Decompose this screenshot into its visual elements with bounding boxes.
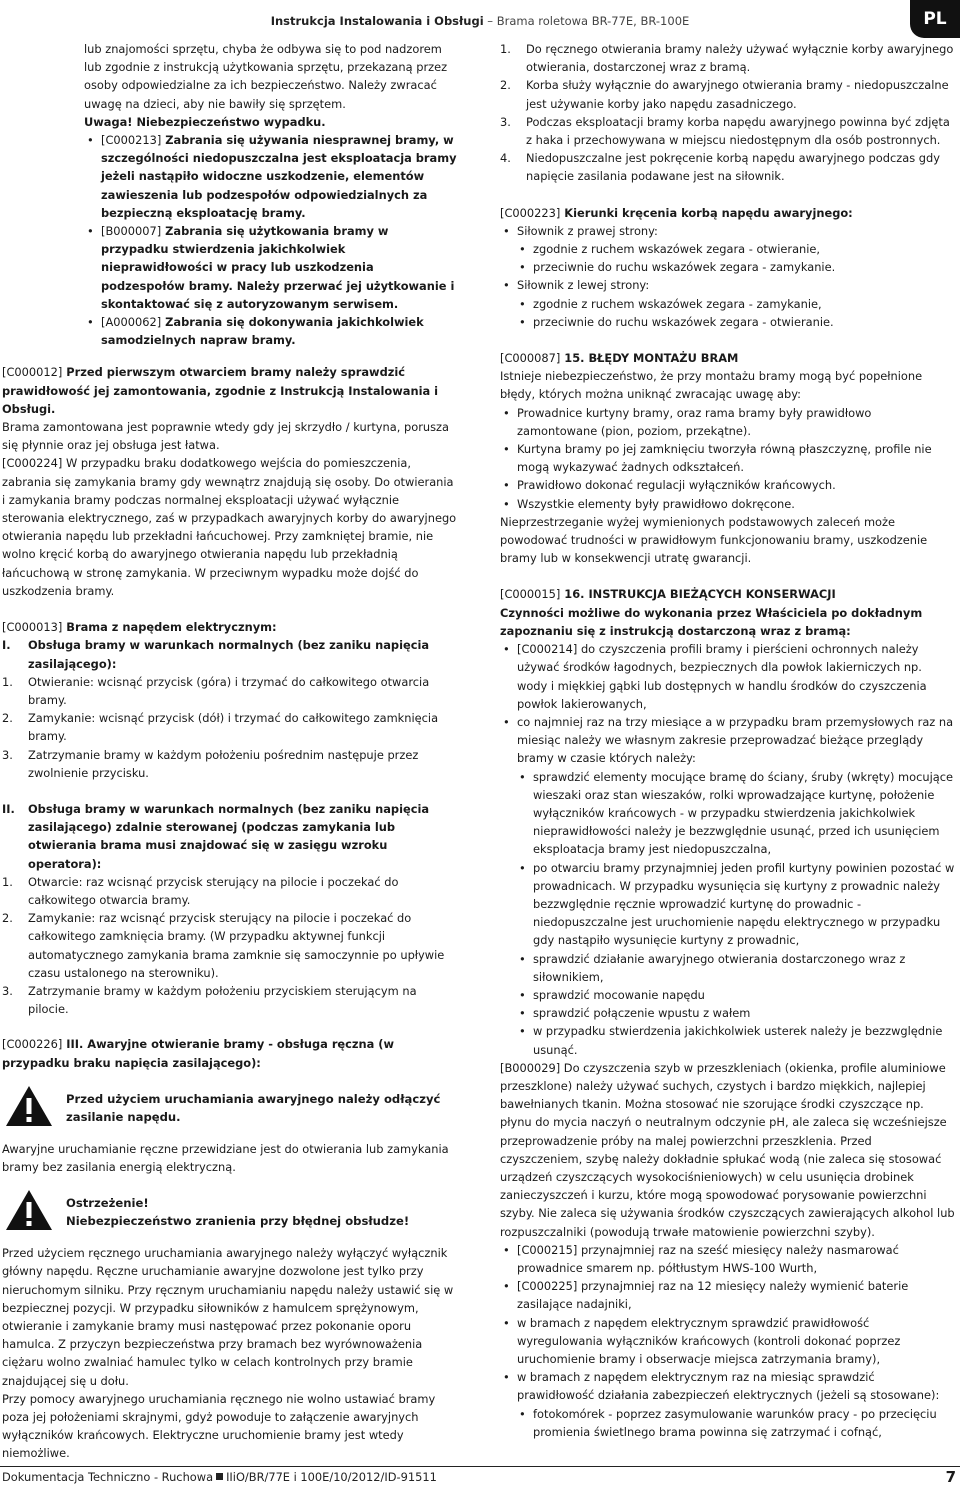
c000015-heading: [C000015] 16. INSTRUKCJA BIEŻĄCYCH KONSERWACJI — [500, 587, 836, 602]
c000012-paragraph: [C000012] Przed pierwszym otwarciem bramy należy sprawdzić prawidłowość jej zamontowania, zgodnie z Instrukcją Instalowania i Obsługi. — [2, 365, 439, 416]
c000224-paragraph: [C000224] W przypadku braku dodatkowego wejścia do pomieszczenia, zabrania się zamykania bramy gdy wewnątrz znajdują się osoby. Do otwierania i zamykania bramy podczas normalnej eksploatacji używać wyłącznie sterowania elektrycznego, zaś w przypadkach awaryjnych korby do awaryjnego otwierania napędu lub przekładni łańcuchowej. Przy zamkniętej bramie, nie wolno kręcić korbą do awaryjnego otwierania napędu lub przekładnią łańcuchową w stronę zamykania. W przeciwnym wypadku może dojść do uszkodzenia bramy. — [2, 456, 457, 598]
section-1-list — [2, 673, 457, 782]
c000226-heading: [C000226] III. Awaryjne otwieranie bramy - obsługa ręczna (w przypadku braku napięcia zasilającego): — [2, 1037, 395, 1070]
actuator-left: • Siłownik z lewej strony: • zgodnie z ruchem wskazówek zegara - zamykanie, • przeciwnie do ruchu wskazówek zegara - otwieranie. — [500, 276, 955, 331]
intro-block — [2, 40, 457, 349]
safety-bullet-c000213: • [C000213] Zabrania się używania niesprawnej bramy, w szczególności niedopuszczalna jest eksploatacja bramy jeżeli nastąpiło widoczne uszkodzenie, elementów zawieszenia lub podzespołów odpowiedzialnych za bezpieczną eksploatację bramy. — [84, 131, 457, 222]
error-item: • Prawidłowo dokonać regulacji wyłączników krańcowych. — [500, 476, 955, 494]
section-2-list — [2, 873, 457, 1019]
safety-bullet-b000007: • [B000007] Zabrania się użytkowania bramy w przypadku stwierdzenia jakichkolwiek nieprawidłowości w pracy lub uszkodzenia podzespołów bramy. Należy przerwać jej użytkowanie i skontaktować się z autoryzowanym serwisem. — [84, 222, 457, 313]
maintenance-item: • co najmniej raz na trzy miesiące a w przypadku bram przemysłowych raz na miesiąc należy we własnym zakresie przeprowadzać bieżące przeglądy bramy w czasie których należy: • sprawdzić elementy mocujące bramę do ściany, śruby (wkręty) mocujące wieszaki oraz stan wieszaków, rolki wprowadzające kurtynę, położenie wyłączników krańcowych - w przypadku stwierdzenia jakichkolwiek nieprawidłowości należy je bezzwględnie usunąć, przed ich usunięciem eksploatacja bramy jest niedopuszczalna, • po otwarciu bramy przynajmniej jeden profil kurtyny powinien pozostać w prowadnicach. W przypadku wysunięcia się kurtyny z prowadnic należy bezzwględnie ręcznie wprowadzić kurtynę do prowadnic - niedopuszczalne jest uruchomienie napędu elektrycznego w przypadku gdy nastąpiło wysunięcie kurtyny z prowadnic, • sprawdzić działanie awaryjnego otwierania dostarczonego wraz z siłownikiem, • sprawdzić mocowanie napędu • sprawdzić połączenie wpustu z wałem • w przypadku stwierdzenia jakichkolwiek usterek należy je bezzwględnie usunąć. — [500, 713, 955, 1059]
c000013-heading: [C000013] Brama z napędem elektrycznym: — [2, 620, 277, 635]
document-title-main: Instrukcja Instalowania i Obsługi — [270, 14, 484, 28]
direction-item: • przeciwnie do ruchu wskazówek zegara - zamykanie. — [500, 258, 955, 276]
crank-direction-list — [500, 222, 955, 331]
footer-separator-icon — [216, 1473, 223, 1480]
section-2-heading: II. Obsługa bramy w warunkach normalnych (bez zaniku napięcia zasilającego) zdalnie sterowanej (podczas zamykania lub otwierania brama musi znajdować się w zasięgu wzroku operatora): — [2, 801, 430, 871]
maintenance-item: • [C000225] przynajmniej raz na 12 miesięcy należy wymienić baterie zasilające nadajniki, — [500, 1277, 955, 1313]
installation-errors-list — [500, 404, 955, 513]
safety-bullet-list — [84, 131, 457, 349]
pomocy-paragraph: Przy pomocy awaryjnego uruchamiania ręcznego nie wolno ustawiać bramy poza jej położeniami skrajnymi, gdyż powoduje to załączenie awaryjnych wyłączników krańcowych. Elektryczne uruchomienie bramy jest wtedy niemożliwe. — [2, 1391, 436, 1461]
crank-rule: 1. Do ręcznego otwierania bramy należy używać wyłącznie korby awaryjnego otwierania, dostarczonej wraz z bramą. — [500, 42, 954, 75]
error-item: • Prowadnice kurtyny bramy, oraz rama bramy były prawidłowo zamontowane (pion, poziom, przekątne). — [500, 404, 955, 440]
crank-rule: 2. Korba służy wyłącznie do awaryjnego otwierania bramy - niedopuszczalne jest używanie korby jako napędu zasadniczego. — [500, 78, 949, 111]
owner-tasks-heading: Czynności możliwe do wykonania przez Właściciela po dokładnym zapoznaniu się z instrukcją dostarczoną wraz z bramą: — [500, 605, 923, 638]
footer-document-id: Dokumentacja Techniczno - Ruchowa IIiO/BR/77E i 100E/10/2012/ID-91511 — [2, 1470, 437, 1484]
inspection-item: • sprawdzić działanie awaryjnego otwierania dostarczonego wraz z siłownikiem, — [500, 950, 955, 986]
nieprzestrzeganie-paragraph: Nieprzestrzeganie wyżej wymienionych podstawowych zaleceń może powodować trudności w prawidłowym funkcjonowaniu bramy, uszkodzenie bramy lub w konsekwencji utratę gwarancji. — [500, 514, 928, 566]
section-2-item: 1. Otwarcie: raz wcisnąć przycisk sterujący na pilocie i poczekać do całkowitego otwarcia bramy. — [2, 874, 399, 907]
intro-paragraph: lub znajomości sprzętu, chyba że odbywa się to pod nadzorem lub zgodnie z instrukcją użytkowania sprzętu, przekazaną przez osoby odpowiedzialne za ich bezpieczeństwo. Należy zwracać uwagę na dzieci, aby nie bawiły się sprzętem. — [84, 42, 448, 111]
page-number: 7 — [945, 1468, 956, 1486]
c000087-heading: [C000087] 15. BŁĘDY MONTAŻU BRAM — [500, 351, 739, 366]
section-1-heading: I. Obsługa bramy w warunkach normalnych (bez zaniku napięcia zasilającego): — [2, 638, 430, 671]
c000223-heading: [C000223] Kierunki kręcenia korbą napędu awaryjnego: — [500, 205, 853, 220]
document-title — [0, 14, 960, 28]
direction-item: • zgodnie z ruchem wskazówek zegara - otwieranie, — [500, 240, 955, 258]
safety-bullet-a000062: • [A000062] Zabrania się dokonywania jakichkolwiek samodzielnych napraw bramy. — [84, 313, 457, 349]
error-item: • Wszystkie elementy były prawidłowo dokręcone. — [500, 495, 955, 513]
actuator-right: • Siłownik z prawej strony: • zgodnie z ruchem wskazówek zegara - otwieranie, • przeciwnie do ruchu wskazówek zegara - zamykanie. — [500, 222, 955, 277]
section-1-item: 3. Zatrzymanie bramy w każdym położeniu pośrednim następuje przez zwolnienie przycisku. — [2, 747, 419, 780]
photocell-item: • fotokomórek - poprzez zasymulowanie warunków pracy - po przecięciu promienia świetlnego brama powinna się zatrzymać i cofnąć, — [500, 1405, 955, 1441]
inspection-item: • sprawdzić elementy mocujące bramę do ściany, śruby (wkręty) mocujące wieszaki oraz stan wieszaków, rolki wprowadzające kurtynę, położenie wyłączników krańcowych - w przypadku stwierdzenia jakichkolwiek nieprawidłowości należy je bezzwględnie usunąć, przed ich usunięciem eksploatacja bramy jest niedopuszczalna, — [500, 768, 955, 859]
warning-triangle-icon — [4, 1084, 54, 1128]
maintenance-item: • w bramach z napędem elektrycznym raz na miesiąc sprawdzić prawidłowość działania zabezpieczeń elektrycznych (jeżeli są stosowane): • fotokomórek - poprzez zasymulowanie warunków pracy - po przecięciu promienia świetlnego brama powinna się zatrzymać i cofnąć, — [500, 1368, 955, 1441]
inspection-item: • po otwarciu bramy przynajmniej jeden profil kurtyny powinien pozostać w prowadnicach. W przypadku wysunięcia się kurtyny z prowadnic należy bezzwględnie ręcznie wprowadzić kurtynę do prowadnic - niedopuszczalne jest uruchomienie napędu elektrycznego w przypadku gdy nastąpiło wysunięcie kurtyny z prowadnic, — [500, 859, 955, 950]
inspection-item: • w przypadku stwierdzenia jakichkolwiek usterek należy je bezzwględnie usunąć. — [500, 1022, 955, 1058]
section-1-item: 2. Zamykanie: wcisnąć przycisk (dół) i trzymać do całkowitego zamknięcia bramy. — [2, 711, 439, 744]
crank-rule: 3. Podczas eksploatacji bramy korba napędu awaryjnego powinna być zdjęta z haka i przechowywana w miejscu niedostępnym dla osób postronnych. — [500, 114, 950, 148]
accident-warning: Uwaga! Niebezpieczeństwo wypadku. — [84, 114, 326, 129]
b000029-paragraph: [B000029] Do czyszczenia szyb w przeszkleniach (okienka, profile aluminiowe przeszklone) należy używać suchych, czystych i bardzo miękkich, najlepiej bawełnianych tkanin. Można stosować nie szorujące środki czyszczące np. płynu do mycia naczyń o neutralnym odczynie pH, ale zaleca się wcześniejsze przeprowadzenie próby na malej powierzchni przeszklenia. Przed czyszczeniem, szybę należy dokładnie spłukać wodą (nie zaleca się stosować urządzeń czyszczących wysokociśnieniowych) w celu usunięcia drobinek zanieczyszczeń i kurzu, które mogą spowodować porysowanie powierzchni szyby. Nie zaleca się używania środków czyszczących zawierających alkohol lub rozpuszczalniki (powodują trwałe matowienie powierzchni szyby). — [500, 1060, 955, 1239]
maintenance-item: • [C000215] przynajmniej raz na sześć miesięcy należy nasmarować prowadnice smarem np. półtłustym HWS-100 Wurth, — [500, 1241, 955, 1277]
left-column — [2, 40, 457, 1463]
maintenance-item: • [C000214] do czyszczenia profili bramy i pierścieni ochronnych należy używać środków łagodnych, bezpiecznych dla powłok lakierniczych np. wody i miękkiej gąbki lub dostępnych w handlu środków do czyszczenia powłok lakierowanych, — [500, 640, 955, 713]
awaryjne-paragraph: Awaryjne uruchamianie ręczne przewidziane jest do otwierania lub zamykania bramy bez zasilania energią elektryczną. — [2, 1141, 449, 1174]
section-2-item: 3. Zatrzymanie bramy w każdym położeniu przyciskiem sterującym na pilocie. — [2, 983, 417, 1017]
warning-injury: Ostrzeżenie! Niebezpieczeństwo zranienia przy błędnej obsłudze! — [2, 1190, 457, 1234]
direction-item: • zgodnie z ruchem wskazówek zegara - zamykanie, — [500, 295, 955, 313]
language-tab: PL — [910, 0, 960, 38]
document-title-product: – Brama roletowa BR-77E, BR-100E — [483, 14, 690, 28]
inspection-item: • sprawdzić mocowanie napędu — [500, 986, 955, 1004]
brama-paragraph: Brama zamontowana jest poprawnie wtedy gdy jej skrzydło / kurtyna, porusza się płynnie oraz jej obsługa jest łatwa. — [2, 420, 449, 453]
periodic-maintenance-list — [500, 1241, 955, 1441]
page-header — [0, 0, 960, 40]
bledy-paragraph: Istnieje niebezpieczeństwo, że przy montażu bramy mogą być popełnione błędy, których można uniknąć zwracając uwagę aby: — [500, 369, 923, 402]
section-1-item: 1. Otwieranie: wcisnąć przycisk (góra) i trzymać do całkowitego otwarcia bramy. — [2, 674, 430, 707]
error-item: • Kurtyna bramy po jej zamknięciu tworzyła równą płaszczyznę, profile nie mogą wykazywać żadnych odkształceń. — [500, 440, 955, 476]
maintenance-list — [500, 640, 955, 1059]
przed-paragraph: Przed użyciem ręcznego uruchamiania awaryjnego należy wyłączyć wyłącznik główny napędu. Ręczne uruchamianie awaryjne dozwolone jest tylko przy nieruchomym silniku. Przy ręcznym uruchamianiu napędu należy ustawić się w bezpiecznej pozycji. W przypadku siłowników z hamulcem sprężynowym, otwieranie i zamykanie bramy musi następować przez pokonanie oporu hamulca. Z przyczyn bezpieczeństwa przy bramach bez wyrównoważenia ciężaru wolno zwalniać hamulec tylko w celach kontrolnych przy bramie znajdującej się u dołu. — [2, 1246, 454, 1388]
maintenance-item: • w bramach z napędem elektrycznym sprawdzić prawidłowość wyregulowania wyłączników krańcowych (kontroli dokonać poprzez uruchomienie bramy i obserwacje miejsca zatrzymania bramy), — [500, 1314, 955, 1369]
page-footer — [0, 1466, 960, 1486]
crank-rules-list — [500, 40, 955, 186]
section-2-item: 2. Zamykanie: raz wcisnąć przycisk sterujący na pilocie i poczekać do całkowitego zamknięcia bramy. (W przypadku aktywnej funkcji automatycznego zamykania brama zamknie się samoczynnie po upływie czasu ustalonego na sterowniku). — [2, 911, 445, 980]
right-column — [500, 40, 955, 1441]
crank-rule: 4. Niedopuszczalne jest pokręcenie korbą napędu awaryjnego podczas gdy napięcie zasilania podawane jest na siłownik. — [500, 151, 940, 184]
direction-item: • przeciwnie do ruchu wskazówek zegara - otwieranie. — [500, 313, 955, 331]
inspection-item: • sprawdzić połączenie wpustu z wałem — [500, 1004, 955, 1022]
warning-triangle-icon — [4, 1188, 54, 1232]
warning-disconnect-power: Przed użyciem uruchamiania awaryjnego należy odłączyć zasilanie napędu. — [2, 1086, 457, 1130]
